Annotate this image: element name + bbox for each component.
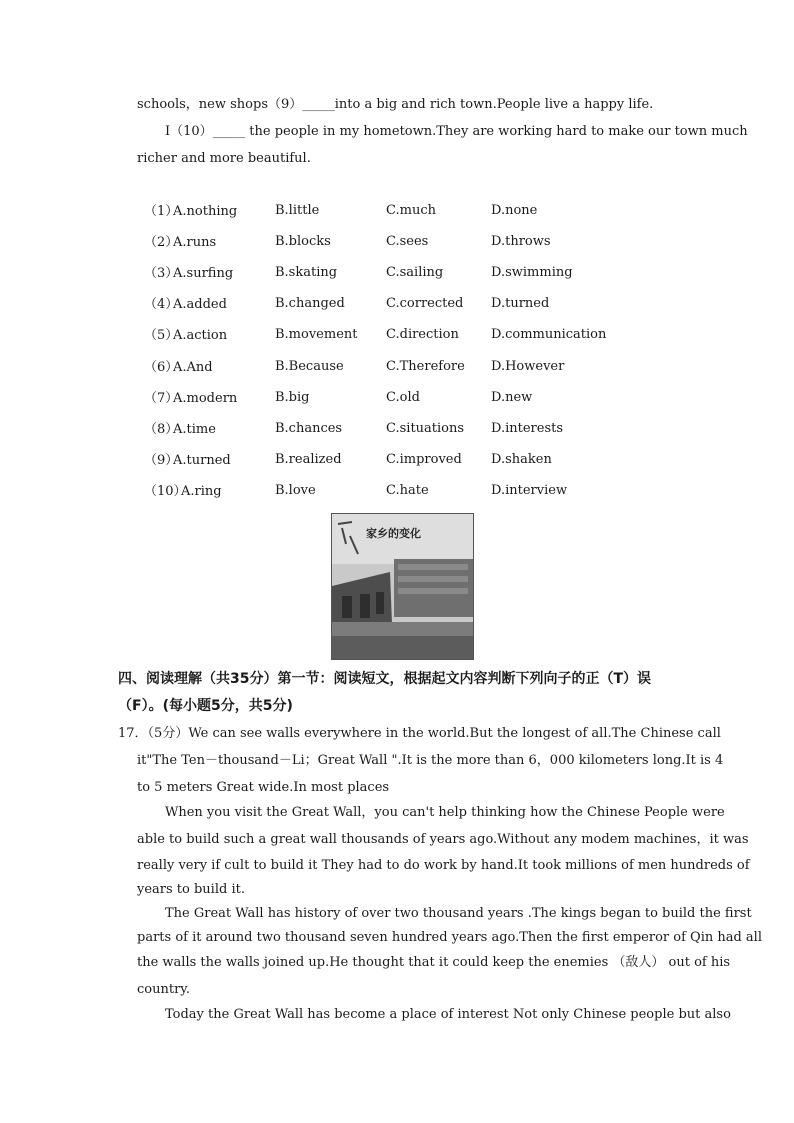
option-a: A.ring	[181, 484, 222, 499]
option-number: （4）	[144, 297, 179, 312]
option-b: B.little	[275, 203, 320, 218]
paragraph3-line-4: country.	[137, 982, 191, 997]
option-d: D.new	[491, 390, 533, 405]
option-a: A.surfing	[173, 266, 234, 281]
paragraph3-line-3: the walls the walls joined up.He thought that it could keep the enemies （敌人） out of his	[137, 955, 731, 970]
option-b: B.chances	[275, 421, 343, 436]
option-number: （10）	[144, 484, 187, 499]
option-c: C.improved	[386, 452, 462, 467]
question-line-3: to 5 meters Great wide.In most places	[137, 780, 390, 795]
option-a: A.And	[173, 360, 213, 375]
question-line-1: 17．（5分）We can see walls everywhere in the world.But the longest of all.The Chinese call	[118, 726, 721, 741]
option-number: （6）	[144, 360, 179, 375]
option-c: C.sailing	[386, 265, 444, 280]
option-d: D.interview	[491, 483, 568, 498]
option-d: D.shaken	[491, 452, 552, 467]
paragraph4-line-1: Today the Great Wall has become a place of interest Not only Chinese people but also	[165, 1007, 731, 1022]
option-d: D.However	[491, 359, 565, 374]
option-c: C.situations	[386, 421, 465, 436]
option-b: B.movement	[275, 327, 358, 342]
option-a: A.added	[173, 297, 227, 312]
option-number: （1）	[144, 204, 179, 219]
question-line-2: it"The Ten－thousand－Li；Great Wall ".It is the more than 6，000 kilometers long.It is 4	[137, 753, 724, 768]
option-a: A.nothing	[173, 204, 238, 219]
option-c: C.corrected	[386, 296, 464, 311]
option-d: D.none	[491, 203, 538, 218]
option-b: B.skating	[275, 265, 338, 280]
option-c: C.hate	[386, 483, 429, 498]
option-b: B.changed	[275, 296, 345, 311]
paragraph2-line-2: able to build such a great wall thousands of years ago.Without any modem machines，it was	[137, 832, 749, 847]
option-c: C.sees	[386, 234, 429, 249]
option-b: B.Because	[275, 359, 344, 374]
option-c: C.Therefore	[386, 359, 465, 374]
paragraph2-line-3: really very if cult to build it They had to do work by hand.It took millions of men hundreds of	[137, 858, 750, 873]
option-d: D.interests	[491, 421, 564, 436]
option-d: D.swimming	[491, 265, 573, 280]
option-number: （8）	[144, 422, 179, 437]
option-d: D.throws	[491, 234, 551, 249]
paragraph2-line-1: When you visit the Great Wall，you can't help thinking how the Chinese People were	[165, 805, 725, 820]
option-a: A.turned	[173, 453, 231, 468]
section-heading-line-1: 四、阅读理解（共35分）第一节：阅读短文，根据起文内容判断下列向子的正（T）误	[118, 671, 652, 687]
option-b: B.love	[275, 483, 316, 498]
hometown-change-photo	[331, 513, 474, 660]
paragraph2-line-4: years to build it.	[137, 882, 245, 897]
option-b: B.big	[275, 390, 310, 405]
option-b: B.realized	[275, 452, 342, 467]
option-c: C.direction	[386, 327, 459, 342]
option-number: （5）	[144, 328, 179, 343]
intro-line-2: I（10）_____ the people in my hometown.They are working hard to make our town much	[165, 124, 748, 139]
option-number: （9）	[144, 453, 179, 468]
option-a: A.runs	[173, 235, 217, 250]
option-number: （7）	[144, 391, 179, 406]
paragraph3-line-2: parts of it around two thousand seven hundred years ago.Then the first emperor of Qin had all	[137, 930, 762, 945]
intro-line-3: richer and more beautiful.	[137, 151, 311, 166]
option-c: C.much	[386, 203, 436, 218]
paragraph3-line-1: The Great Wall has history of over two thousand years .The kings began to build the first	[165, 906, 752, 921]
option-a: A.modern	[173, 391, 238, 406]
option-d: D.turned	[491, 296, 550, 311]
option-number: （2）	[144, 235, 179, 250]
section-heading-line-2: （F）。(每小题5分，共5分)	[118, 698, 293, 714]
option-a: A.action	[173, 328, 228, 343]
photo-caption: 家乡的变化	[366, 527, 421, 540]
intro-line-1: schools，new shops（9）_____into a big and rich town.People live a happy life.	[137, 97, 654, 112]
option-c: C.old	[386, 390, 420, 405]
option-b: B.blocks	[275, 234, 331, 249]
option-d: D.communication	[491, 327, 607, 342]
option-a: A.time	[173, 422, 216, 437]
option-number: （3）	[144, 266, 179, 281]
